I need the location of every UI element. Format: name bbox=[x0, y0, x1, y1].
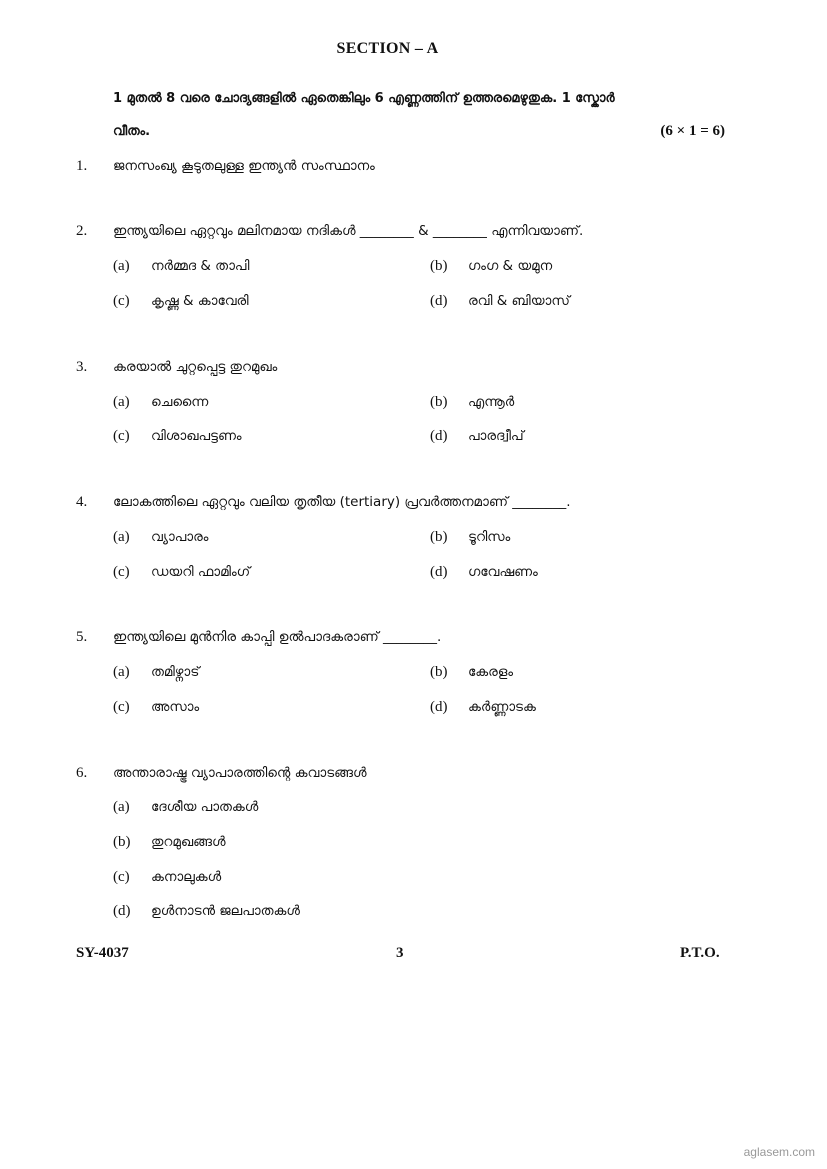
question-text: ഇന്ത്യയിലെ ഏറ്റവും മലിനമായ നദികൾ ________ & ________ എന്നിവയാണ്. bbox=[113, 223, 584, 239]
option-label: (d) bbox=[430, 428, 448, 444]
option-text: കർണ്ണാടക bbox=[468, 699, 536, 715]
option-label: (a) bbox=[113, 258, 130, 274]
option-2d bbox=[430, 293, 570, 310]
question-text: ജനസംഖ്യ കൂടുതലുള്ള ഇന്ത്യൻ സംസ്ഥാനം bbox=[113, 158, 375, 174]
question-text: ലോകത്തിലെ ഏറ്റവും വലിയ തൃതീയ (tertiary) പ്രവർത്തനമാണ് ________. bbox=[113, 494, 571, 510]
option-3c bbox=[113, 428, 242, 445]
option-text: ടൂറിസം bbox=[468, 529, 511, 545]
option-6d bbox=[113, 903, 300, 920]
option-5b bbox=[430, 664, 513, 681]
instructions-line-2: വീതം. bbox=[113, 124, 151, 139]
option-text: കൃഷ്ണ & കാവേരി bbox=[151, 293, 249, 309]
option-4a bbox=[113, 529, 208, 546]
option-6c bbox=[113, 869, 221, 886]
question-text: കരയാൽ ചുറ്റപ്പെട്ട തുറമുഖം bbox=[113, 359, 278, 375]
option-2c bbox=[113, 293, 249, 310]
option-label: (b) bbox=[430, 258, 448, 274]
option-label: (c) bbox=[113, 293, 130, 309]
option-label: (c) bbox=[113, 699, 130, 715]
question-text: ഇന്ത്യയിലെ മുൻനിര കാപ്പി ഉൽപാദകരാണ് ________. bbox=[113, 629, 442, 645]
option-3d bbox=[430, 428, 524, 445]
option-label: (b) bbox=[113, 834, 131, 850]
option-label: (b) bbox=[430, 529, 448, 545]
option-text: വ്യാപാരം bbox=[151, 529, 209, 545]
option-text: ഗംഗ & യമുന bbox=[468, 258, 553, 274]
instructions bbox=[113, 82, 733, 148]
option-5a bbox=[113, 664, 199, 681]
option-label: (c) bbox=[113, 564, 130, 580]
option-4c bbox=[113, 564, 250, 581]
option-label: (d) bbox=[113, 903, 131, 919]
option-text: ഉൾനാടൻ ജലപാതകൾ bbox=[151, 903, 300, 919]
option-label: (b) bbox=[430, 394, 448, 410]
option-label: (d) bbox=[430, 699, 448, 715]
option-4b bbox=[430, 529, 510, 546]
section-title: SECTION – A bbox=[336, 40, 439, 57]
option-3a bbox=[113, 394, 208, 411]
option-text: എന്നൂർ bbox=[468, 394, 515, 410]
marks-allotment: (6 × 1 = 6) bbox=[660, 123, 725, 139]
option-text: ഡയറി ഫാമിംഗ് bbox=[151, 564, 251, 580]
option-3b bbox=[430, 394, 514, 411]
question-number: 4. bbox=[76, 494, 88, 510]
option-label: (b) bbox=[430, 664, 448, 680]
option-text: കനാലുകൾ bbox=[151, 869, 222, 885]
question-number: 5. bbox=[76, 629, 88, 645]
option-text: വിശാഖപട്ടണം bbox=[151, 428, 242, 444]
page-number: 3 bbox=[396, 945, 404, 961]
option-text: നർമ്മദ & താപി bbox=[151, 258, 250, 274]
option-6b bbox=[113, 834, 226, 851]
option-label: (d) bbox=[430, 293, 448, 309]
question-number: 3. bbox=[76, 359, 88, 375]
option-text: തമിഴ്നാട് bbox=[151, 664, 200, 680]
option-2a bbox=[113, 258, 249, 275]
option-text: പാരദ്വീപ് bbox=[468, 428, 524, 444]
option-6a bbox=[113, 799, 258, 816]
option-label: (a) bbox=[113, 664, 130, 680]
option-label: (a) bbox=[113, 394, 130, 410]
option-label: (d) bbox=[430, 564, 448, 580]
question-text: അന്താരാഷ്ട്ര വ്യാപാരത്തിന്റെ കവാടങ്ങൾ bbox=[113, 765, 367, 781]
option-text: രവി & ബിയാസ് bbox=[468, 293, 570, 309]
question-number: 1. bbox=[76, 158, 88, 174]
option-4d bbox=[430, 564, 538, 581]
option-text: ഗവേഷണം bbox=[468, 564, 538, 580]
option-label: (c) bbox=[113, 428, 130, 444]
option-5d bbox=[430, 699, 536, 716]
option-text: തുറമുഖങ്ങൾ bbox=[151, 834, 226, 850]
please-turn-over: P.T.O. bbox=[680, 945, 720, 961]
option-label: (a) bbox=[113, 799, 130, 815]
option-2b bbox=[430, 258, 552, 275]
option-5c bbox=[113, 699, 199, 716]
option-text: അസാം bbox=[151, 699, 200, 715]
question-number: 6. bbox=[76, 765, 88, 781]
instructions-line-1: 1 മുതൽ 8 വരെ ചോദ്യങ്ങളിൽ ഏതെങ്കിലും 6 എണ്ണത്തിന് ഉത്തരമെഴുതുക. 1 സ്കോർ bbox=[113, 91, 615, 106]
paper-code: SY-4037 bbox=[76, 945, 129, 961]
option-text: കേരളം bbox=[468, 664, 514, 680]
option-text: ദേശീയ പാതകൾ bbox=[151, 799, 259, 815]
option-label: (c) bbox=[113, 869, 130, 885]
option-label: (a) bbox=[113, 529, 130, 545]
question-number: 2. bbox=[76, 223, 88, 239]
watermark: aglasem.com bbox=[743, 1145, 815, 1159]
option-text: ചെന്നൈ bbox=[151, 394, 209, 410]
